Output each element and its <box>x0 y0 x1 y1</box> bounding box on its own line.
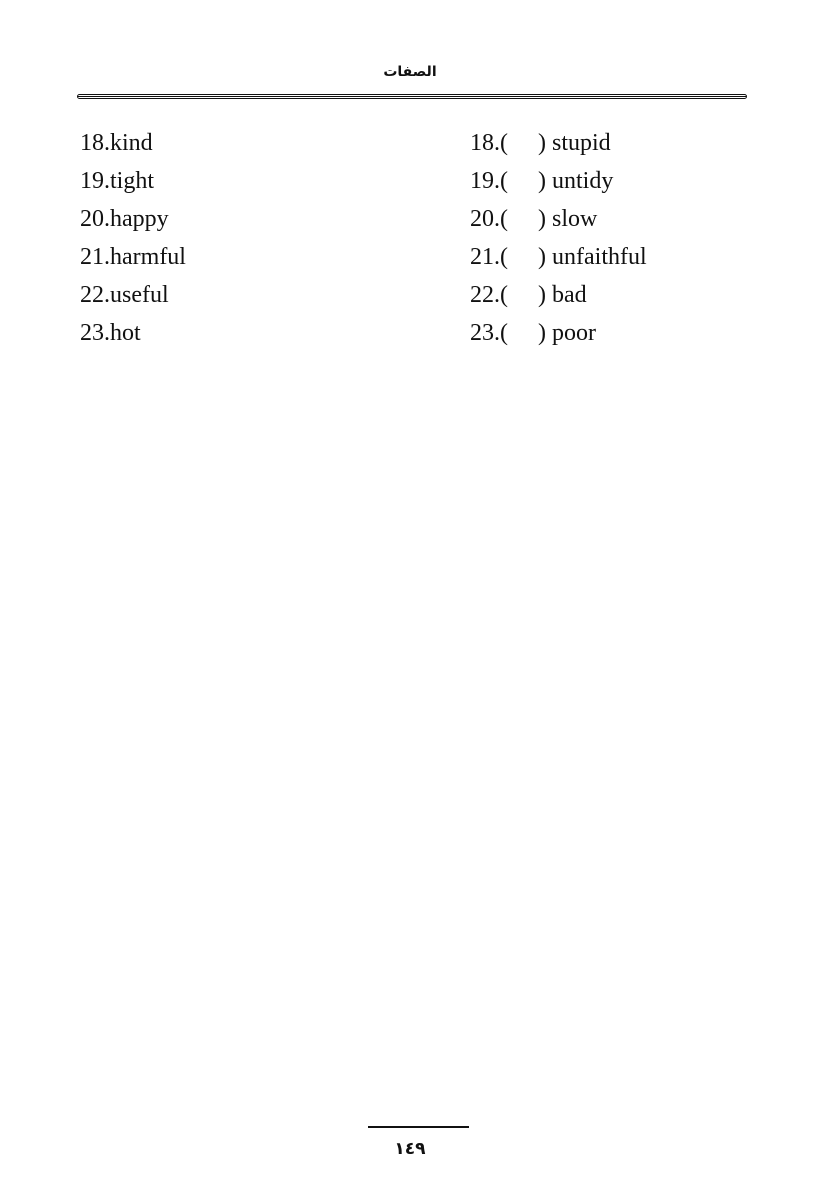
item-word: bad <box>552 282 587 308</box>
list-item <box>470 241 647 279</box>
item-word: untidy <box>552 168 614 194</box>
list-item <box>80 241 186 279</box>
list-item <box>80 165 186 203</box>
item-number: 22. <box>80 282 110 308</box>
item-word: stupid <box>552 130 611 156</box>
list-item <box>80 203 186 241</box>
item-word: useful <box>110 282 169 308</box>
list-item <box>470 203 647 241</box>
item-word: happy <box>110 206 169 232</box>
item-word: harmful <box>110 244 186 270</box>
right-answer-list <box>470 127 647 355</box>
item-number: 19.( <box>470 168 508 194</box>
item-word: kind <box>110 130 153 156</box>
list-item <box>80 279 186 317</box>
closing-bracket: ) <box>538 206 546 232</box>
item-word: poor <box>552 320 596 346</box>
item-number: 18.( <box>470 130 508 156</box>
item-word: slow <box>552 206 598 232</box>
list-item <box>80 317 186 355</box>
left-word-list <box>80 127 186 355</box>
footer-rule <box>368 1126 469 1128</box>
item-number: 20. <box>80 206 110 232</box>
page-number: ١٤٩ <box>394 1139 426 1159</box>
item-word: hot <box>110 320 141 346</box>
page-header-title: الصفات <box>383 64 437 80</box>
header-double-rule <box>77 94 747 99</box>
item-number: 23.( <box>470 320 508 346</box>
closing-bracket: ) <box>538 282 546 308</box>
item-number: 23. <box>80 320 110 346</box>
item-number: 21. <box>80 244 110 270</box>
list-item <box>470 165 647 203</box>
item-number: 21.( <box>470 244 508 270</box>
item-number: 19. <box>80 168 110 194</box>
item-number: 20.( <box>470 206 508 232</box>
closing-bracket: ) <box>538 244 546 270</box>
closing-bracket: ) <box>538 130 546 156</box>
closing-bracket: ) <box>538 320 546 346</box>
list-item <box>80 127 186 165</box>
list-item <box>470 127 647 165</box>
item-word: unfaithful <box>552 244 647 270</box>
item-number: 18. <box>80 130 110 156</box>
list-item <box>470 317 647 355</box>
list-item <box>470 279 647 317</box>
item-word: tight <box>110 168 155 194</box>
closing-bracket: ) <box>538 168 546 194</box>
item-number: 22.( <box>470 282 508 308</box>
